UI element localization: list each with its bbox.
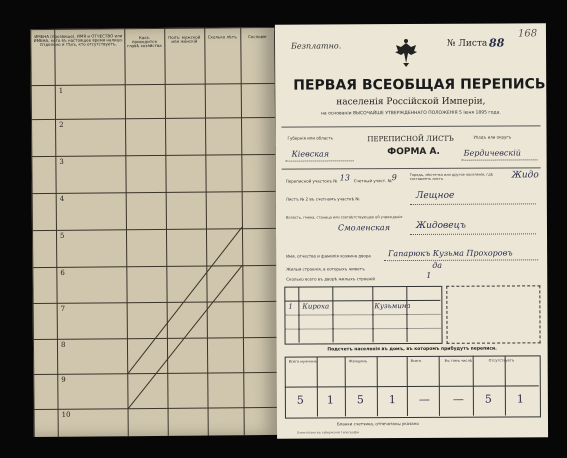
right-page (275, 23, 548, 438)
footer-note-b: Отпечатано въ губернской типографіи (297, 430, 360, 435)
province-value: Кіевская (291, 149, 330, 159)
row-number: 4 (59, 194, 65, 203)
row-number: 9 (61, 375, 66, 384)
summary-value: 5 (484, 392, 492, 406)
row-number: 10 (61, 410, 71, 419)
owner-value: Гапарюкъ Кузьма Прохоровъ (388, 248, 513, 259)
summary-col-d: Въ томъ числѣ (444, 358, 472, 363)
dwelling-label: Жилыя строенія, в которыхъ живетъ (286, 266, 365, 272)
owner-label: Имя, отчество и фамилія хозяина двора (286, 253, 371, 259)
row-number: 2 (59, 120, 64, 129)
summary-value: 1 (388, 393, 396, 407)
page-title: ПЕРВАЯ ВСЕОБЩАЯ ПЕРЕПИСЬ (293, 76, 546, 94)
parish-label: Волость, гмина, станица или соотвѣтствующее ей учрежденіе (285, 215, 403, 220)
parish-value: Смоленская (337, 223, 391, 233)
entry-number: 1 (288, 302, 293, 311)
row-number: 3 (59, 157, 64, 166)
entry-value-a: Кироха (302, 302, 330, 311)
sheet-number-value: 88 (488, 36, 505, 50)
summary-value: — (418, 392, 430, 406)
row-number: 5 (59, 231, 65, 240)
summary-value: 5 (356, 393, 364, 407)
uezd-label: Уѣздъ или округъ (473, 134, 512, 140)
instructions-box (446, 285, 540, 343)
corner-number: 168 (517, 28, 538, 40)
summary-heading: Подсчетъ населенія въ домъ, въ которомъ прибудутъ переписи. (327, 346, 497, 353)
floors-value: 1 (426, 270, 432, 280)
summary-value: — (452, 392, 464, 406)
dwelling-value: да (432, 260, 443, 270)
settlement-label: Городъ, мѣстечко или другое поселеніе, гдѣ составленъ листъ (409, 172, 494, 181)
col3-header: Полъ: мужской или женскій (168, 34, 201, 44)
sheet-label: Листъ № 2 въ счетномъ участкѣ № (285, 196, 360, 202)
footer-note-a: Бланки счетчика, отпечатаны указано (336, 420, 419, 427)
place-value: Жидовецъ (415, 220, 466, 231)
floors-label: Сколько всего въ дворѣ жилыхъ строеній (286, 276, 376, 282)
row-number: 1 (58, 86, 64, 95)
col4-header: Сколько лѣтъ (207, 34, 237, 40)
summary-value: 5 (296, 393, 304, 407)
summary-value: 1 (516, 392, 524, 406)
district-value: 13 (339, 173, 350, 183)
left-page (30, 27, 278, 437)
page-subtitle: населенія Россійской Имперіи, (336, 96, 486, 108)
col5-header: Сословіе (248, 34, 267, 40)
form-letter: ФОРМА А. (387, 146, 440, 158)
counting-value: 9 (391, 173, 397, 183)
row-number: 7 (60, 304, 66, 313)
crossed-out-diagonal-lines (30, 27, 278, 437)
summary-col-a: Всего мужчинъ (288, 359, 318, 364)
row-number: 8 (60, 340, 66, 349)
town-value: Лещное (415, 190, 455, 201)
double-headed-eagle-icon (393, 38, 419, 68)
sheet-number-label: № Листа (446, 38, 488, 49)
form-title: ПЕРЕПИСНОЙ ЛИСТЪ (367, 134, 454, 144)
summary-col-b: Женщинъ (348, 359, 368, 364)
uezd-value: Бердичевскій (463, 148, 521, 158)
col2-header: Какъ приходится главѣ хозяйства (126, 35, 162, 49)
summary-col-e: Отсутствуетъ (488, 358, 515, 363)
district-label: Переписной участокъ № (285, 178, 338, 184)
counting-label: Счетный участ. № (353, 178, 392, 184)
summary-col-c: Всего (410, 358, 422, 364)
free-label: Безплатно. (291, 41, 342, 51)
settlement-value: Жидо (511, 170, 539, 181)
entry-value-b: Кузьмина (374, 302, 411, 311)
legal-basis: на основаніи ВЫСОЧАЙШЕ УТВЕРЖДЕННАГО ПОЛОЖЕНІЯ 5 Іюня 1895 года. (320, 110, 501, 117)
col1-header: ИМЕНА (прозвище), ИМЯ и ОТЧЕСТВО или ИМЕНА, кого въ настоящее время налицо. Отдельно и тѣхъ, кто отсутствуетъ. (33, 33, 124, 47)
province-label: Губернія или область (287, 135, 334, 141)
summary-value: 1 (326, 393, 334, 407)
row-number: 6 (60, 268, 65, 277)
